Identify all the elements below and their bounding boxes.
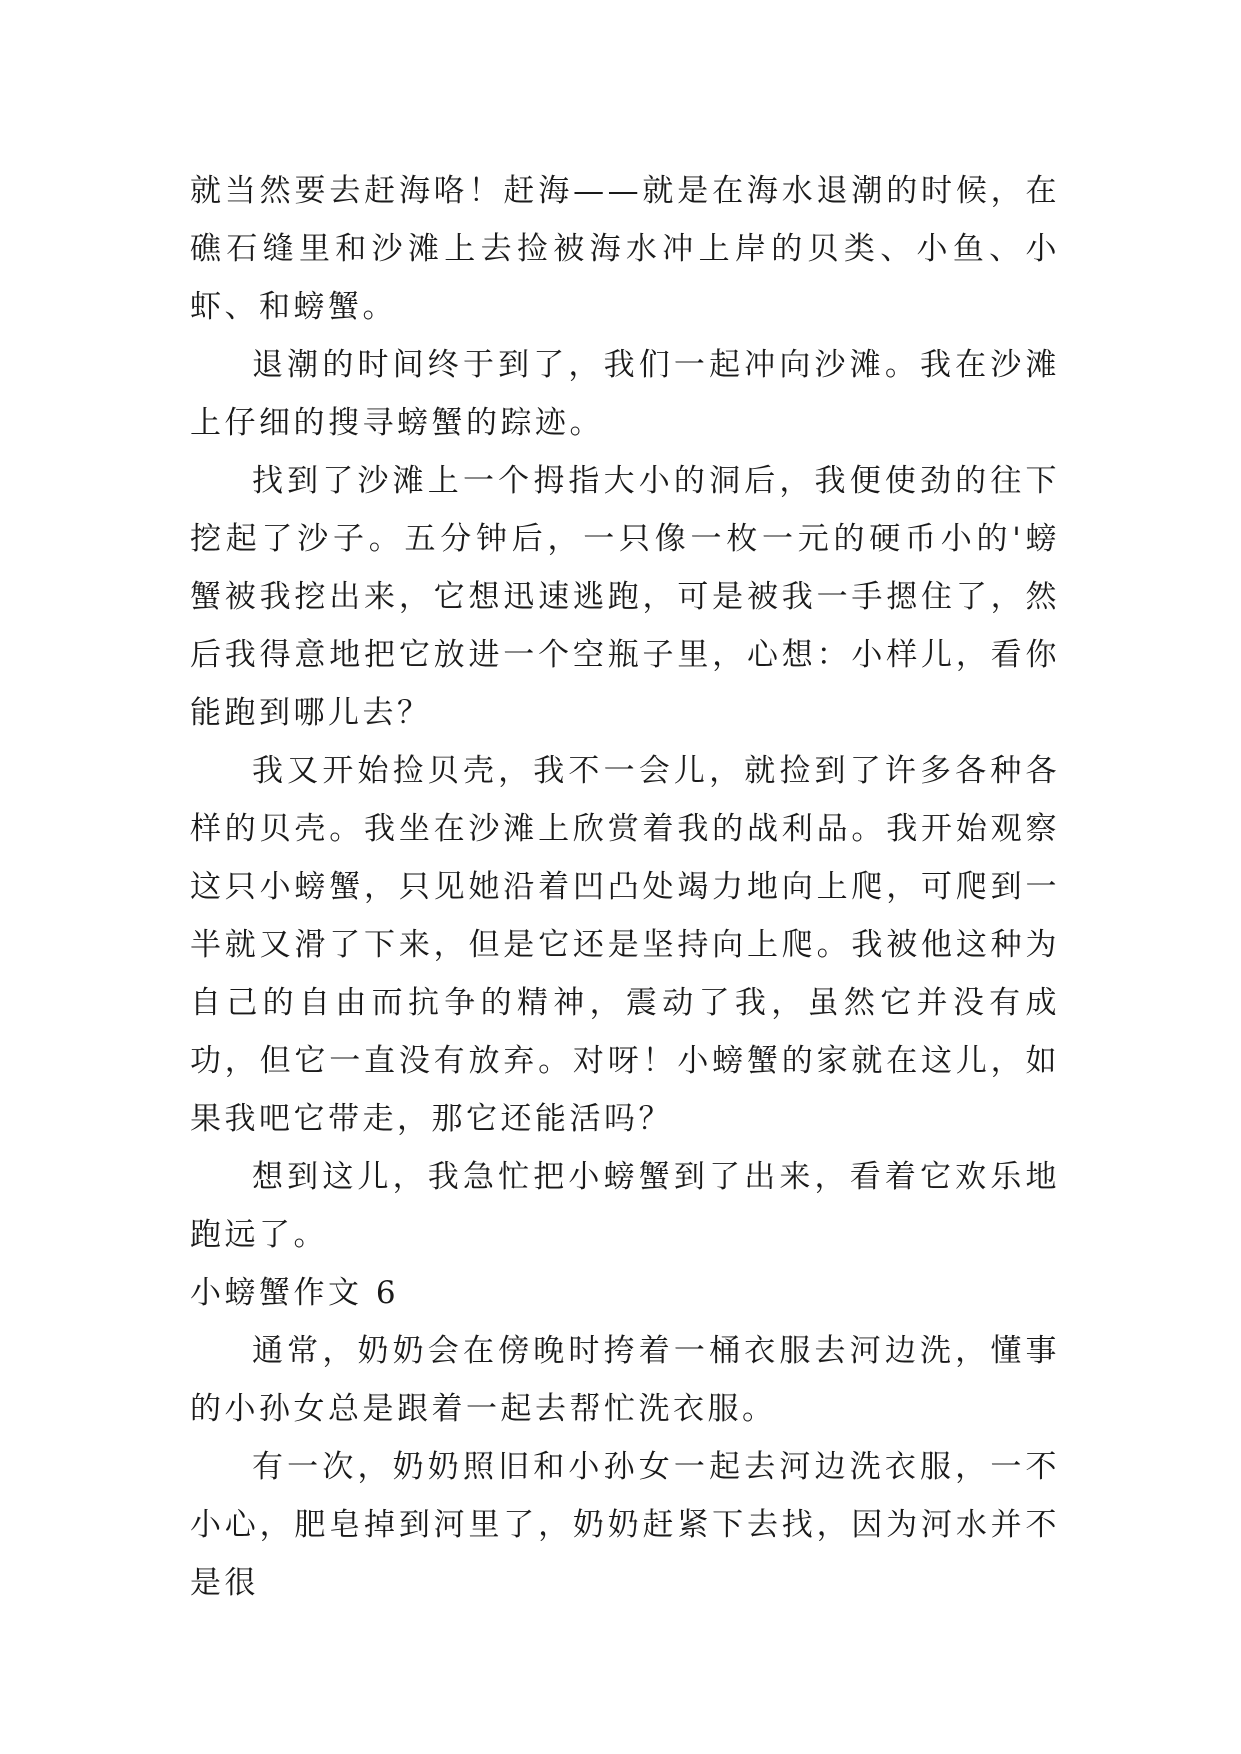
paragraph: 通常，奶奶会在傍晚时挎着一桶衣服去河边洗，懂事的小孙女总是跟着一起去帮忙洗衣服。 [190,1333,1060,1427]
paragraph: 我又开始捡贝壳，我不一会儿，就捡到了许多各种各样的贝壳。我坐在沙滩上欣赏着我的战利品。我开始观察这只小螃蟹，只见她沿着凹凸处竭力地向上爬，可爬到一半就又滑了下来，但是它还是坚持向上爬。我被他这种为自己的自由而抗争的精神，震动了我，虽然它并没有成功，但它一直没有放弃。对呀！小螃蟹的家就在这儿，如果我吧它带走，那它还能活吗？ [190,753,1060,1137]
paragraph: 想到这儿，我急忙把小螃蟹到了出来，看着它欢乐地跑远了。 [190,1159,1060,1253]
paragraph: 就当然要去赶海咯！赶海——就是在海水退潮的时候，在礁石缝里和沙滩上去捡被海水冲上岸的贝类、小鱼、小虾、和螃蟹。 [190,173,1060,325]
paragraph: 找到了沙滩上一个拇指大小的洞后，我便使劲的往下挖起了沙子。五分钟后，一只像一枚一元的硬币小的'螃蟹被我挖出来，它想迅速逃跑，可是被我一手摁住了，然后我得意地把它放进一个空瓶子里，心想：小样儿，看你能跑到哪儿去？ [190,463,1060,731]
paragraph: 有一次，奶奶照旧和小孙女一起去河边洗衣服，一不小心，肥皂掉到河里了，奶奶赶紧下去找，因为河水并不是很 [190,1449,1060,1601]
paragraph: 退潮的时间终于到了，我们一起冲向沙滩。我在沙滩上仔细的搜寻螃蟹的踪迹。 [190,347,1060,441]
section-heading: 小螃蟹作文 6 [190,1275,400,1311]
document-body [190,162,1060,1612]
